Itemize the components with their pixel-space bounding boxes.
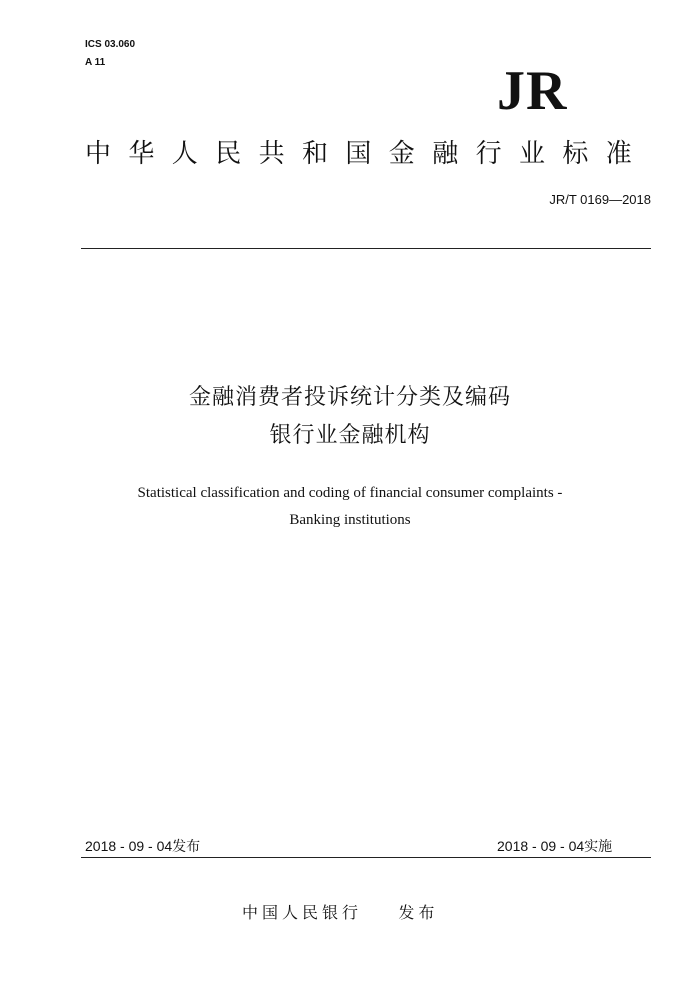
issuing-authority: 中国人民银行 发布: [242, 903, 439, 922]
document-title-cn-line-1: 金融消费者投诉统计分类及编码: [188, 385, 511, 410]
header-divider: [81, 248, 651, 249]
classification-code: A 11: [85, 57, 106, 68]
document-title-en-line-2: Banking institutions: [289, 512, 411, 528]
document-title-en-line-1: Statistical classification and coding of financial consumer complaints -: [137, 485, 563, 501]
standard-number: JR/T 0169—2018: [549, 192, 651, 207]
standard-category-title: 中华人民共和国金融行业标准: [85, 139, 650, 169]
publish-date: 2018 - 09 - 04发布: [85, 838, 201, 854]
footer-divider: [81, 857, 651, 858]
implementation-date: 2018 - 09 - 04实施: [497, 838, 613, 854]
ics-code: ICS 03.060: [85, 39, 136, 50]
jr-logo: JR: [497, 60, 568, 122]
document-title-cn-line-2: 银行业金融机构: [269, 423, 431, 448]
